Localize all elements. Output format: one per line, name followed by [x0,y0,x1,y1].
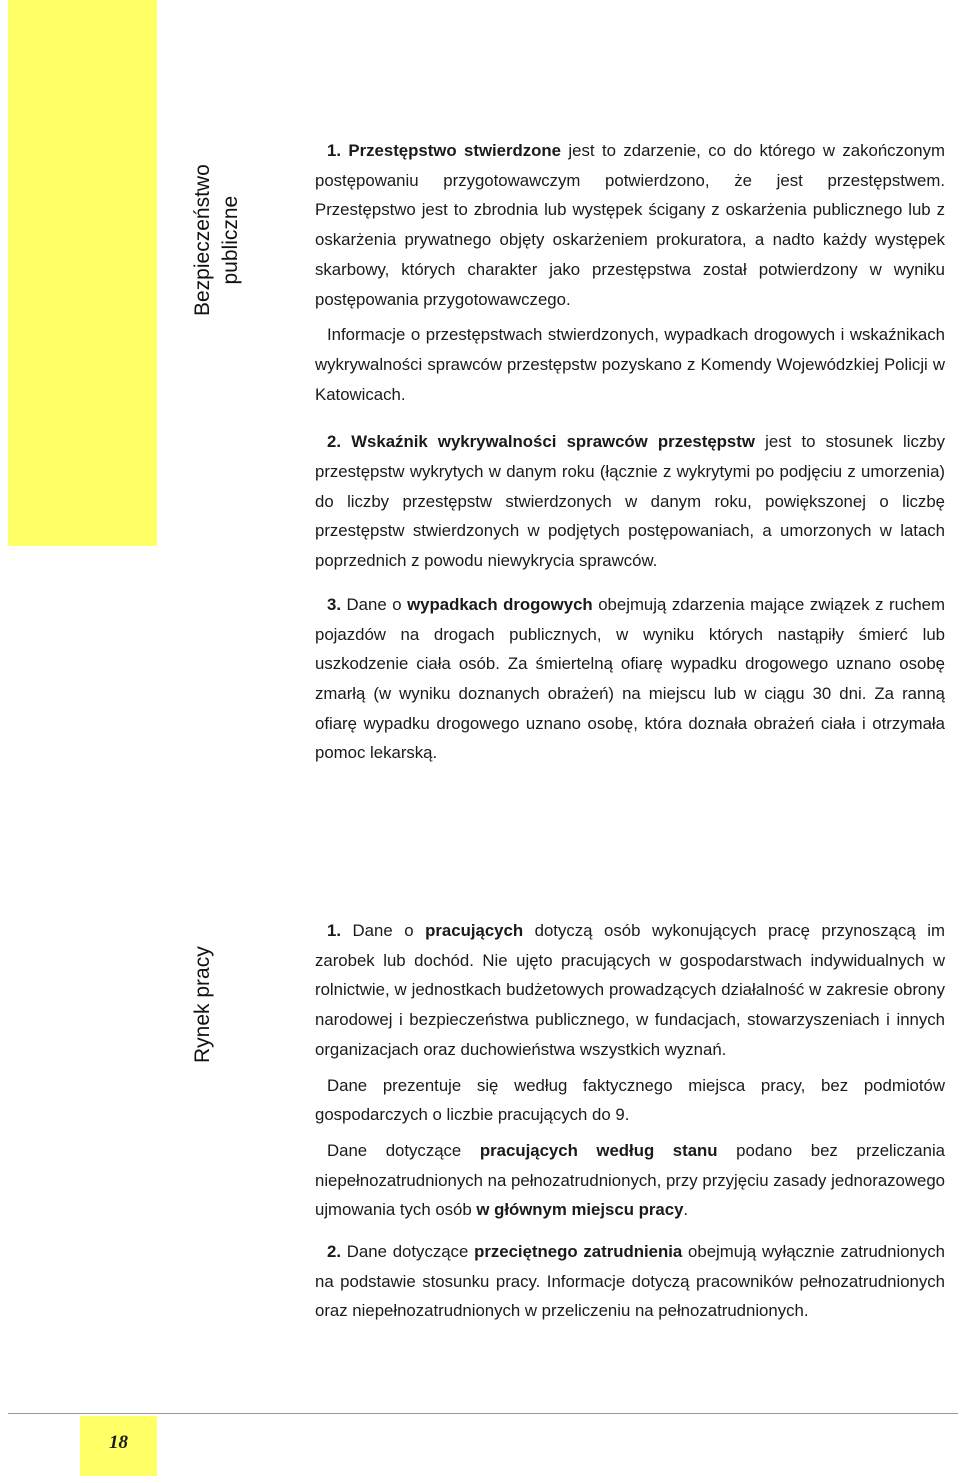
lead-text: Dane dotyczące [341,1242,475,1262]
section-public-safety-text [315,136,945,768]
body-text: podano bez przeliczania niepełnozatrudnionych na pełnozatrudnionych, przy przyjęciu zasady jednorazowego ujmowania tych osób [315,1140,946,1220]
lead-text: Dane o [341,594,408,614]
definition-text: jest to stosunek liczby przestępstw wykrytych w danym roku (łącznie z wykrytymi po podjęciu z umorzenia) do liczby przestępstw stwierdzonych w danym roku, powiększonej o liczbę przestępstw stwierdzonych w podjętych postępowaniach, a umorzonych w latach poprzednich z powodu niewykrycia sprawców. [315,432,946,571]
paragraph-data-source: Informacje o przestępstwach stwierdzonych, wypadkach drogowych i wskaźnikach wykrywalności sprawców przestępstw pozyskano z Komendy Wojewódzkiej Policji w Katowicach. [315,325,945,404]
section-label-labour-market: Rynek pracy [191,946,214,1063]
item-number: 1. [327,141,341,160]
paragraph-detection-rate [315,427,945,576]
term-employed: pracujących [425,921,524,940]
section-label-public-safety [189,164,245,316]
item-number: 2. [327,1242,341,1262]
term-road-accidents: wypadkach drogowych [407,594,593,614]
term-main-workplace: w głównym miejscu pracy [476,1200,684,1220]
definition-text: obejmują zdarzenia mające związek z ruchem pojazdów na drogach publicznych, w wyniku których nastąpiły śmierć lub uszkodzenie ciała osób. Za śmiertelną ofiarę wypadku drogowego uznano osobę zmarłą (w wyniku doznanych obrażeń) na miejscu lub w ciągu 30 dni. Za ranną ofiarę wypadku drogowego uznano osobę, która doznała obrażeń ciała i otrzymała pomoc lekarską. [315,594,945,763]
term-employed-by-status: pracujących według stanu [479,1140,718,1160]
paragraph-road-accidents [315,590,945,768]
section-highlight-bar [8,0,157,546]
section-label-line-1: Bezpieczeństwo [191,164,214,316]
definition-text: obejmują wyłącznie zatrudnionych na podstawie stosunku pracy. Informacje dotyczą pracowników pełnozatrudnionych oraz niepełnozatrudnionych w przeliczeniu na pełnozatrudnionych. [315,1242,945,1321]
definition-text: jest to zdarzenie, co do którego w zakończonym postępowaniu przygotowawczym potwierdzono, że jest przestępstwem. Przestępstwo jest to zbrodnia lub występek ścigany z oskarżenia publicznego lub z oskarżenia prywatnego objęty oskarżeniem prokuratora, a nadto każdy występek skarbowy, których charakter jako przestępstwa został potwierdzony w wyniku postępowania przygotowawczego. [315,141,945,309]
item-number: 1. [327,921,341,940]
item-number: 2. [327,432,341,452]
term-reported-crime: Przestępstwo stwierdzone [348,141,561,160]
paragraph-employed-by-status [315,1136,945,1225]
end-text: . [683,1200,689,1220]
section-labour-market-text [315,916,945,1326]
paragraph-reported-crime [315,136,945,314]
page-number: 18 [109,1432,128,1453]
section-label-line-2: publiczne [219,195,242,285]
term-average-employment: przeciętnego zatrudnienia [474,1242,683,1262]
paragraph-employed [315,916,945,1065]
item-number: 3. [327,594,341,614]
footer-divider [8,1413,958,1414]
term-detection-rate: Wskaźnik wykrywalności sprawców przestępstw [351,432,755,452]
lead-text: Dane dotyczące [327,1140,480,1160]
lead-text: Dane o [341,921,426,940]
definition-text: dotyczą osób wykonujących pracę przynoszącą im zarobek lub dochód. Nie ujęto pracujących w gospodarstwach indywidualnych w rolnictwie, w jednostkach budżetowych prowadzących działalność w zakresie obrony narodowej i bezpieczeństwa publicznego, w fundacjach, stowarzyszeniach i innych organizacjach oraz duchowieństwa wszystkich wyznań. [315,921,945,1059]
paragraph-workplace-basis: Dane prezentuje się według faktycznego miejsca pracy, bez podmiotów gospodarczych o liczbie pracujących do 9. [315,1075,945,1125]
paragraph-average-employment [315,1237,945,1326]
